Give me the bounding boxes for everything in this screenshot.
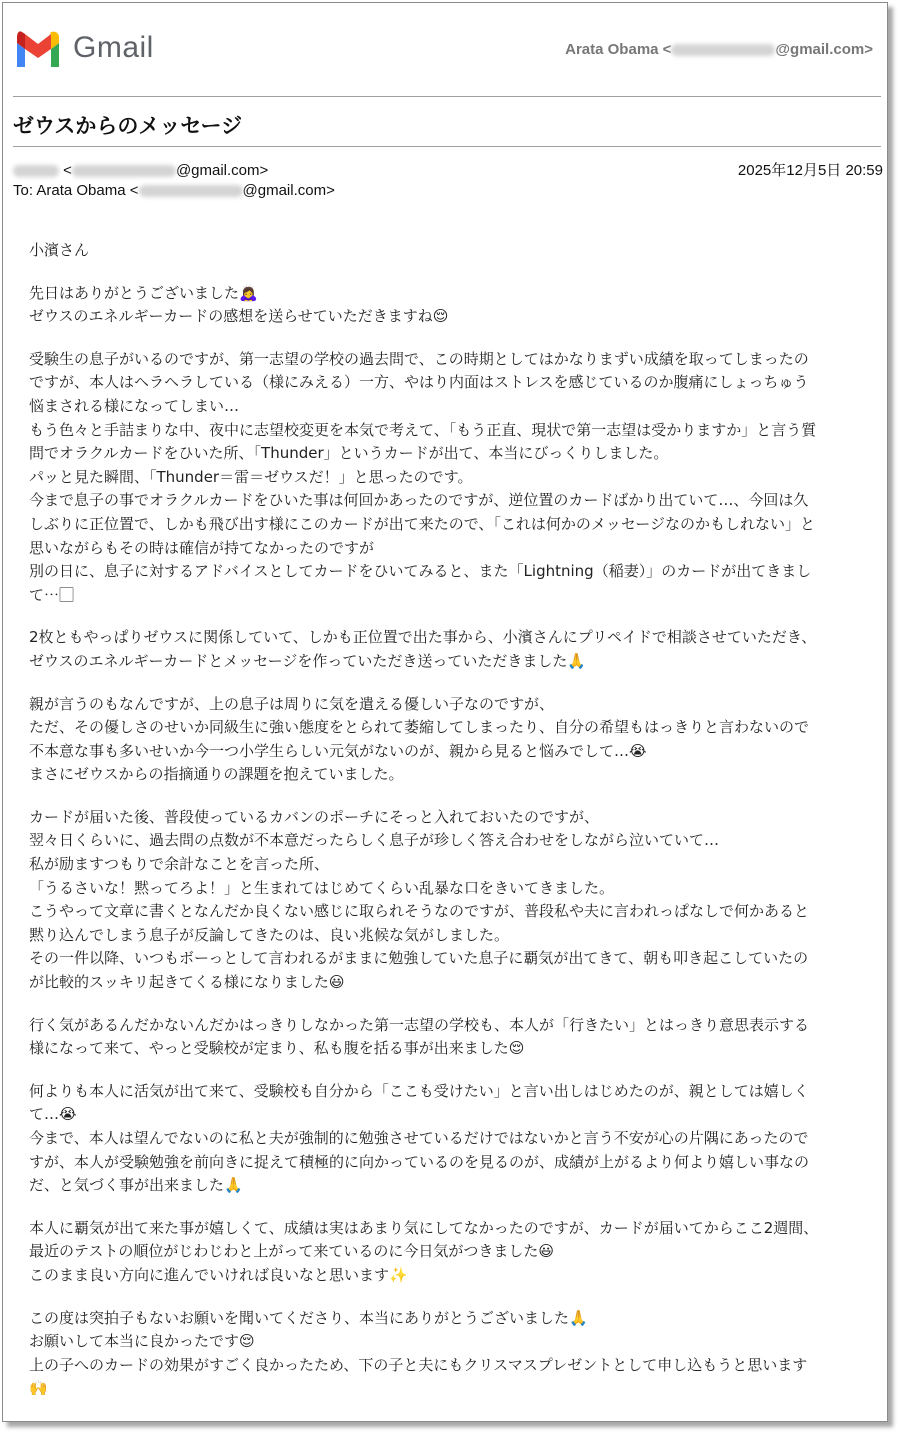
email-print-page <box>2 2 888 1422</box>
body-line: 行く気があるんだかないんだかはっきりしなかった第一志望の学校も、本人が「行きたい」とはっきり意思表示する <box>29 1015 810 1034</box>
recipient-prefix: To: Arata Obama < <box>13 182 139 199</box>
body-line: 悩まされる様になってしまい… <box>29 396 240 415</box>
body-paragraph <box>29 626 869 673</box>
body-line: パッと見た瞬間、「Thunder＝雷＝ゼウスだ！」と思ったのです。 <box>29 467 473 486</box>
body-line: 別の日に、息子に対するアドバイスとしてカードをひいてみると、また「Lightning（稲妻）」のカードが出てきまし <box>29 562 812 581</box>
body-paragraph <box>29 1217 869 1288</box>
recipient-domain: @gmail.com> <box>242 182 335 199</box>
gmail-m-icon <box>13 29 63 67</box>
body-line: カードが届いた後、普段使っているカバンのポーチにそっと入れておいたのですが、 <box>29 807 600 826</box>
account-domain: @gmail.com> <box>775 41 873 58</box>
body-line: が比較的スッキリ起きてくる様になりました😃 <box>29 973 345 992</box>
sender-domain: @gmail.com> <box>175 162 269 179</box>
body-line: ゼウスのエネルギーカードの感想を送らせていただきますね😌 <box>29 307 449 326</box>
body-line: 小濱さん <box>29 241 90 259</box>
body-line: こうやって文章に書くとなんだか良くない感じに取られそうなのですが、普段私や夫に言われっぱなしで何かあると <box>29 902 810 921</box>
subject-divider <box>13 146 881 147</box>
body-line: 上の子へのカードの効果がすごく良かったため、下の子と夫にもクリスマスプレゼントとして申し込もうと思います <box>29 1355 808 1374</box>
body-line: 何よりも本人に活気が出て来て、受験校も自分から「ここも受けたい」と言い出しはじめたのが、親としては嬉しく <box>29 1081 809 1100</box>
body-line: ただ、その優しさのせいか同級生に強い態度をとられて萎縮してしまったり、自分の希望もはっきりと言わないので <box>29 718 810 737</box>
redacted-recipient-local <box>139 185 243 197</box>
message-meta <box>13 161 883 201</box>
account-address <box>565 41 873 58</box>
body-line: て…⃞ <box>29 585 75 604</box>
body-line: 思いながらもその時は確信が持てなかったのですが <box>29 538 375 557</box>
gmail-logo <box>13 29 154 67</box>
body-line: お願いして本当に良かったです😌 <box>29 1332 255 1351</box>
body-line: 先日はありがとうございました🙇‍♀️ <box>29 283 258 302</box>
body-line: このまま良い方向に進んでいければ良いなと思います✨ <box>29 1265 408 1284</box>
body-line: 黙り込んでしまう息子が反論してきたのは、良い兆候な気がしました。 <box>29 925 510 944</box>
body-paragraph <box>29 239 869 263</box>
body-line: もう色々と手詰まりな中、夜中に志望校変更を本気で考えて、「もう正直、現状で第一志望は受かりますか」と言う質 <box>29 420 817 439</box>
account-name: Arata Obama < <box>565 41 672 58</box>
body-line: 問でオラクルカードをひいた所、「Thunder」というカードが出て、本当にびっくりしました。 <box>29 444 669 463</box>
body-line: すが、本人が受験勉強を前向きに捉えて積極的に向かっているのを見るのが、成績が上がるより何より嬉しい事なの <box>29 1152 810 1171</box>
email-subject: ゼウスからのメッセージ <box>13 114 243 138</box>
body-line: 「うるさいな！黙ってろよ！」と生まれてはじめてくらい乱暴な口をきいてきました。 <box>29 878 615 897</box>
body-paragraph <box>29 348 869 608</box>
body-line: 私が励ますつもりで余計なことを言った所、 <box>29 855 330 874</box>
email-body <box>29 239 869 1420</box>
body-paragraph <box>29 1080 869 1198</box>
gmail-header <box>13 29 883 73</box>
body-paragraph <box>29 693 869 787</box>
body-paragraph <box>29 1014 869 1061</box>
body-line: て…😭 <box>29 1105 77 1124</box>
body-line: 不本意な事も多いせいか今一つ小学生らしい元気がないのが、親から見ると悩みでして…😭 <box>29 741 647 760</box>
body-line: だ、と気づく事が出来ました🙏 <box>29 1176 243 1195</box>
body-line: ゼウスのエネルギーカードとメッセージを作っていただき送っていただきました🙏 <box>29 651 587 670</box>
redacted-local-part <box>671 44 775 56</box>
body-paragraph <box>29 1307 869 1401</box>
body-line: 翌々日くらいに、過去問の点数が不本意だったらしく息子が珍しく答え合わせをしながら泣いていて… <box>29 831 720 850</box>
body-paragraph <box>29 282 869 329</box>
body-line: ですが、本人はヘラヘラしている（様にみえる）一方、やはり内面はストレスを感じているのか腹痛にしょっちゅう <box>29 373 809 392</box>
header-divider <box>13 96 881 97</box>
body-paragraph <box>29 806 869 995</box>
body-line: 親が言うのもなんですが、上の息子は周りに気を遣える優しい子なのですが、 <box>29 694 555 713</box>
body-line: 様になって来て、やっと受験校が定まり、私も腹を括る事が出来ました😌 <box>29 1039 525 1058</box>
sent-date: 2025年12月5日 20:59 <box>737 162 883 179</box>
body-line: 受験生の息子がいるのですが、第一志望の学校の過去問で、この時期としてはかなりまずい成績を取ってしまったの <box>29 349 809 368</box>
body-line: 🙌 <box>29 1379 48 1398</box>
body-line: 本人に覇気が出て来た事が嬉しくて、成績は実はあまり気にしてなかったのですが、カードが届いてからここ2週間、 <box>29 1218 819 1237</box>
body-line: 最近のテストの順位がじわじわと上がって来ているのに今日気がつきました😃 <box>29 1242 555 1261</box>
recipient-address <box>13 181 883 201</box>
body-line: まさにゼウスからの指摘通りの課題を抱えていました。 <box>29 765 404 784</box>
redacted-sender-local <box>72 165 176 177</box>
body-line: 2枚ともやっぱりゼウスに関係していて、しかも正位置で出た事から、小濱さんにプリペイドで相談させていただき、 <box>29 628 817 647</box>
redacted-sender-name <box>13 165 59 177</box>
body-line: その一件以降、いつもボーっとして言われるがままに勉強していた息子に覇気が出てきて、朝も叩き起こしていたの <box>29 949 809 968</box>
body-line: しぶりに正位置で、しかも飛び出す様にこのカードが出て来たので、「これは何かのメッセージなのかもしれない」と <box>29 514 816 533</box>
body-line: 今まで、本人は望んでないのに私と夫が強制的に勉強させているだけではないかと言う不安が心の片隅にあったので <box>29 1129 809 1147</box>
sender-prefix: < <box>63 162 72 179</box>
body-line: この度は突拍子もないお願いを聞いてくださり、本当にありがとうございました🙏 <box>29 1308 588 1327</box>
gmail-wordmark: Gmail <box>73 31 154 64</box>
body-line: 今まで息子の事でオラクルカードをひいた事は何回かあったのですが、逆位置のカードばかり出ていて…、今回は久 <box>29 491 809 510</box>
